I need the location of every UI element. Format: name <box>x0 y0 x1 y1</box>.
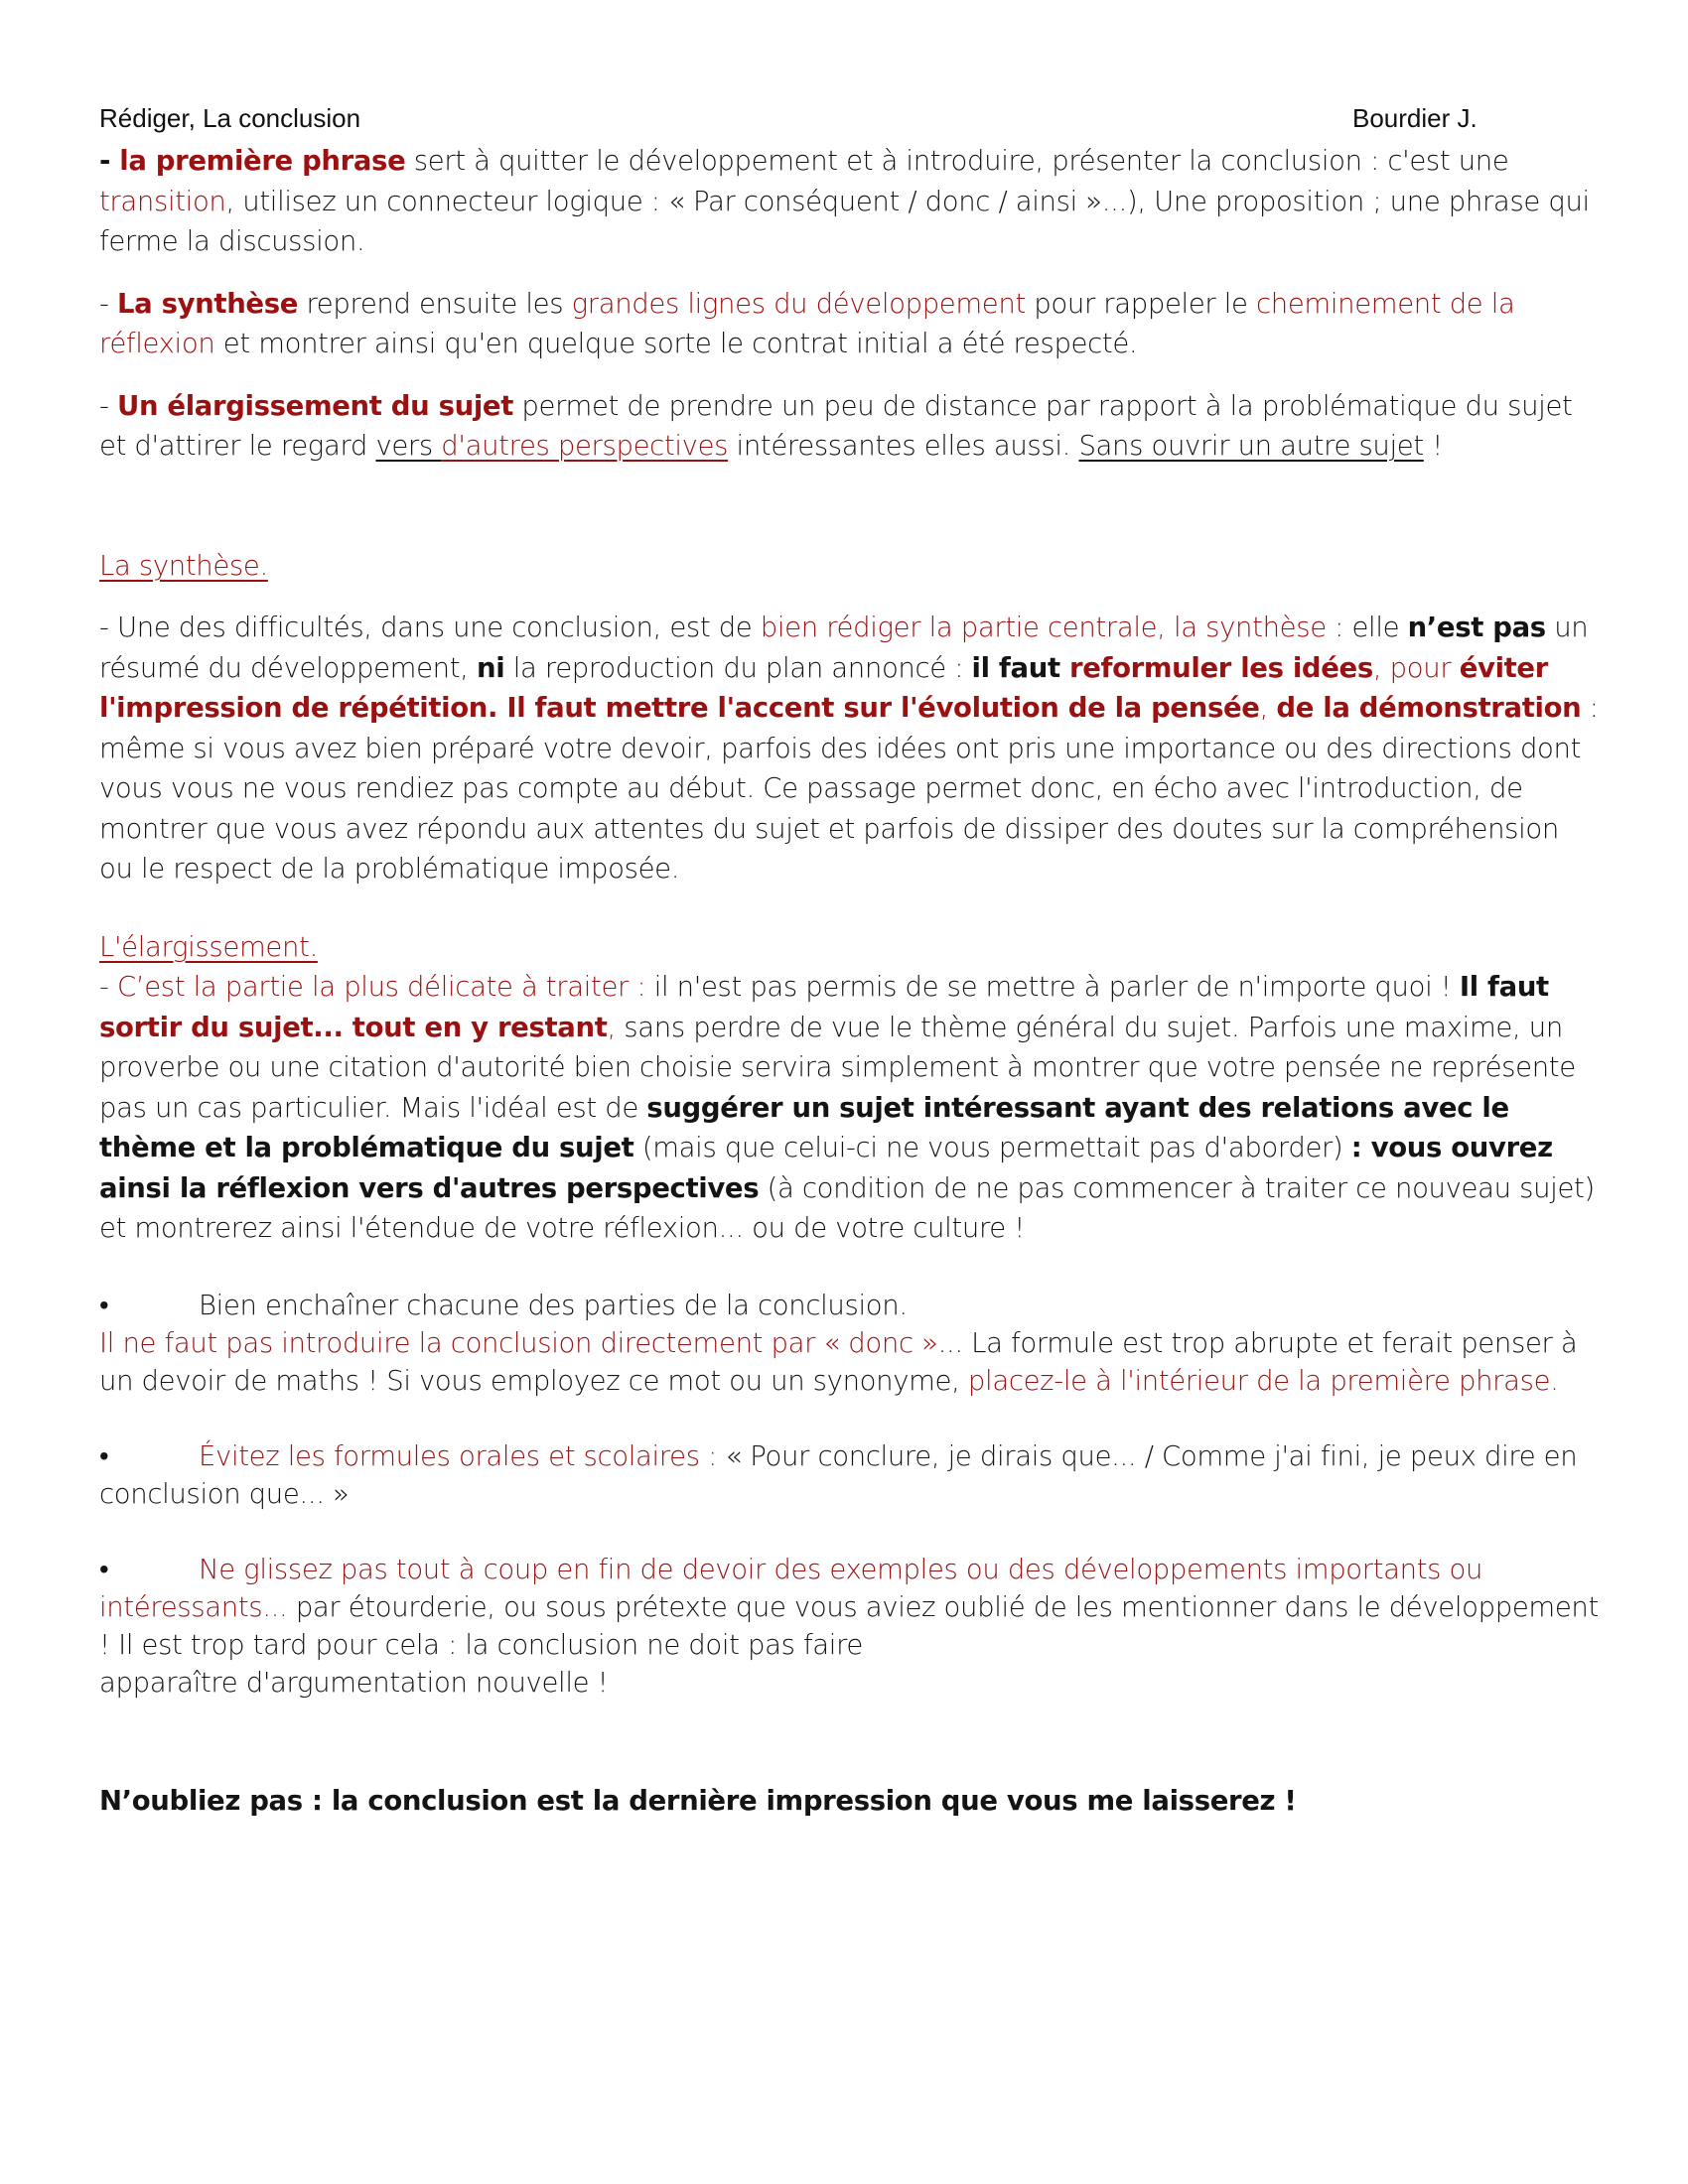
final-note: N’oubliez pas : la conclusion est la dernière impression que vous me laisserez ! <box>99 1784 1297 1817</box>
elargissement-paragraph: - C’est la partie la plus délicate à traiter : il n'est pas permis de se mettre à parler de n'importe quoi ! Il faut sortir du sujet... tout en y restant, sans perdre de vue le thème général du sujet. Parfois une maxime, un proverbe ou une citation d'autorité bien choisie servira simplement à montrer que votre pensée ne représente pas un cas particulier. Mais l'idéal est de suggérer un sujet intéressant ayant des relations avec le thème et la problématique du sujet (mais que celui-ci ne vous permettait pas d'aborder) : vous ouvrez ainsi la réflexion vers d'autres perspectives (à condition de ne pas commencer à traiter ce nouveau sujet) et montrerez ainsi l'étendue de votre réflexion... ou de votre culture ! <box>99 971 1595 1244</box>
section-heading-elargissement: L'élargissement. <box>99 930 318 963</box>
intro-paragraph-first-sentence: - la première phrase sert à quitter le développement et à introduire, présenter la conclusion : c'est une transition, utilisez un connecteur logique : « Par conséquent / donc / ainsi »...), Une proposition ; une phrase qui ferme la discussion. <box>99 145 1590 257</box>
bullet-icon: • <box>99 1289 109 1321</box>
document-author: Bourdier J. <box>1352 103 1477 133</box>
bullet-item: • Ne glissez pas tout à coup en fin de devoir des exemples ou des développements importants ou intéressants... par étourderie, ou sous prétexte que vous aviez oublié de les mentionner dans le développement ! Il est trop tard pour cela : la conclusion ne doit pas faire apparaître d'argumentation nouvelle ! <box>99 1551 1599 1702</box>
term-synthese: La synthèse <box>116 287 299 320</box>
section-heading-synthese: La synthèse. <box>99 549 268 582</box>
bullet-icon: • <box>99 1553 109 1585</box>
synthese-paragraph: - Une des difficultés, dans une conclusion, est de bien rédiger la partie centrale, la synthèse : elle n’est pas un résumé du développement, ni la reproduction du plan annoncé : il faut reformuler les idées, pour éviter l'impression de répétition. Il faut mettre l'accent sur l'évolution de la pensée, de la démonstration : même si vous avez bien préparé votre devoir, parfois des idées ont pris une importance ou des directions dont vous vous ne vous rendiez pas compte au début. Ce passage permet donc, en écho avec l'introduction, de montrer que vous avez répondu aux attentes du sujet et parfois de dissiper des doutes sur la compréhension ou le respect de la problématique imposée. <box>99 612 1599 885</box>
document-title: Rédiger, La conclusion <box>99 103 361 133</box>
intro-paragraph-elargissement: - Un élargissement du sujet permet de prendre un peu de distance par rapport à la problématique du sujet et d'attirer le regard vers d'autres perspectives intéressantes elles aussi. Sans ouvrir un autre sujet ! <box>99 389 1573 462</box>
intro-paragraph-synthese: - La synthèse reprend ensuite les grandes lignes du développement pour rappeler le cheminement de la réflexion et montrer ainsi qu'en quelque sorte le contrat initial a été respecté. <box>99 287 1515 359</box>
bullet-icon: • <box>99 1439 109 1472</box>
term-elargissement: Un élargissement du sujet <box>116 389 514 422</box>
bullet-item: • Évitez les formules orales et scolaires : « Pour conclure, je dirais que... / Comme j'ai fini, je peux dire en conclusion que... » <box>99 1437 1599 1513</box>
term-premiere-phrase: la première phrase <box>119 145 406 177</box>
term-transition: transition <box>99 185 226 217</box>
bullet-item: • Bien enchaîner chacune des parties de la conclusion. Il ne faut pas introduire la conclusion directement par « donc »... La formule est trop abrupte et ferait penser à un devoir de maths ! Si vous employez ce mot ou un synonyme, placez-le à l'intérieur de la première phrase. <box>99 1287 1599 1400</box>
document-body <box>99 141 1599 1821</box>
